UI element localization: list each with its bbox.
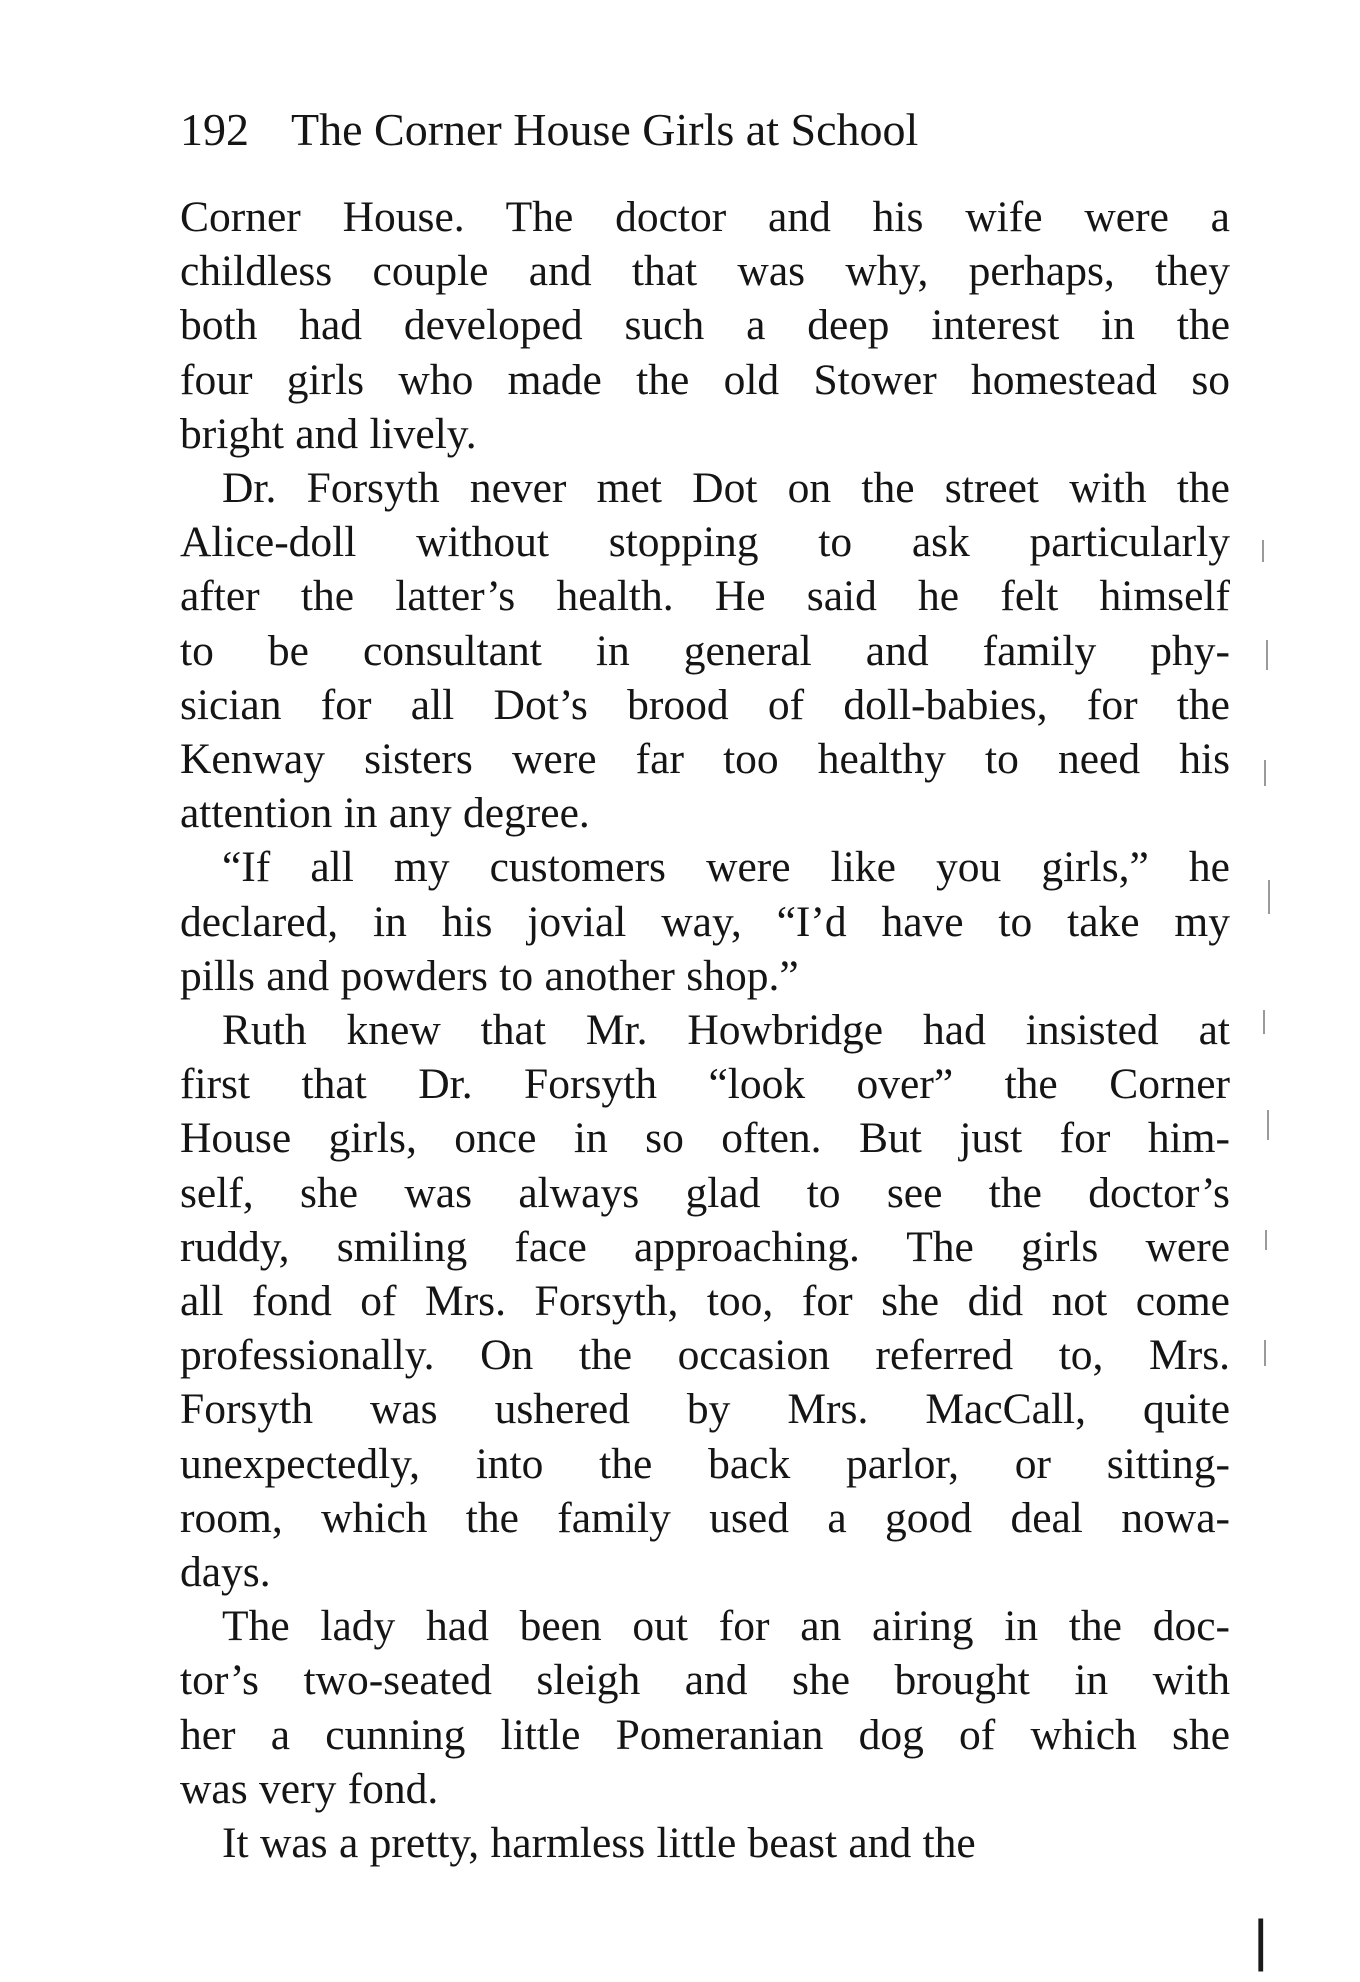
text-line: unexpectedly, into the back parlor, or sitting- — [180, 1439, 1230, 1488]
scan-speck — [1264, 760, 1266, 786]
body-text — [180, 190, 1230, 1870]
scan-speck — [1264, 1340, 1266, 1366]
scan-speck — [1268, 880, 1270, 914]
text-line: pills and powders to another shop.” — [180, 951, 799, 1000]
scan-speck — [1262, 540, 1264, 562]
text-line: attention in any degree. — [180, 789, 590, 838]
text-line: declared, in his jovial way, “I’d have to take my — [180, 897, 1230, 946]
paragraph — [180, 1816, 1230, 1870]
text-line: after the latter’s health. He said he felt himself — [180, 572, 1230, 621]
binding-mark-icon: || — [1254, 1907, 1256, 1972]
scan-speck — [1265, 1230, 1267, 1250]
paragraph — [180, 840, 1230, 1003]
text-line: tor’s two-seated sleigh and she brought in with — [180, 1656, 1230, 1705]
paragraph — [180, 461, 1230, 840]
text-line: Kenway sisters were far too healthy to need his — [180, 735, 1230, 784]
text-line: “If all my customers were like you girls,” he — [222, 843, 1230, 892]
text-line: Corner House. The doctor and his wife were a — [180, 193, 1230, 241]
text-line: sician for all Dot’s brood of doll-babies, for the — [180, 680, 1230, 729]
text-line: professionally. On the occasion referred to, Mrs. — [180, 1331, 1230, 1380]
book-title: The Corner House Girls at School — [291, 104, 919, 155]
text-line: childless couple and that was why, perhaps, they — [180, 247, 1230, 296]
page-number: 192 — [180, 104, 249, 155]
text-line: Alice-doll without stopping to ask particularly — [180, 518, 1230, 567]
text-line: room, which the family used a good deal nowa- — [180, 1493, 1230, 1542]
text-line: to be consultant in general and family phy- — [180, 626, 1230, 675]
scan-speck — [1266, 640, 1268, 670]
text-line: her a cunning little Pomeranian dog of which she — [180, 1710, 1230, 1759]
text-line: Ruth knew that Mr. Howbridge had insisted at — [222, 1006, 1230, 1055]
text-line: bright and lively. — [180, 409, 477, 458]
text-line: It was a pretty, harmless little beast and the — [222, 1819, 976, 1868]
text-line: ruddy, smiling face approaching. The girls were — [180, 1222, 1230, 1271]
paragraph — [180, 1599, 1230, 1816]
text-line: The lady had been out for an airing in the doc- — [222, 1602, 1230, 1651]
scan-speck — [1267, 1110, 1269, 1140]
paragraph — [180, 190, 1230, 461]
paragraph — [180, 1003, 1230, 1599]
scan-speck — [1263, 1010, 1265, 1034]
text-line: House girls, once in so often. But just for him- — [180, 1114, 1230, 1163]
text-line: first that Dr. Forsyth “look over” the Corner — [180, 1060, 1230, 1109]
running-head — [180, 100, 1230, 160]
text-line: Dr. Forsyth never met Dot on the street with the — [222, 464, 1230, 513]
text-line: both had developed such a deep interest in the — [180, 301, 1230, 350]
text-line: Forsyth was ushered by Mrs. MacCall, quite — [180, 1385, 1230, 1434]
text-line: all fond of Mrs. Forsyth, too, for she did not come — [180, 1277, 1230, 1326]
text-line: was very fond. — [180, 1764, 439, 1813]
text-line: self, she was always glad to see the doctor’s — [180, 1168, 1230, 1217]
text-line: four girls who made the old Stower homestead so — [180, 355, 1230, 404]
text-line: days. — [180, 1548, 271, 1597]
